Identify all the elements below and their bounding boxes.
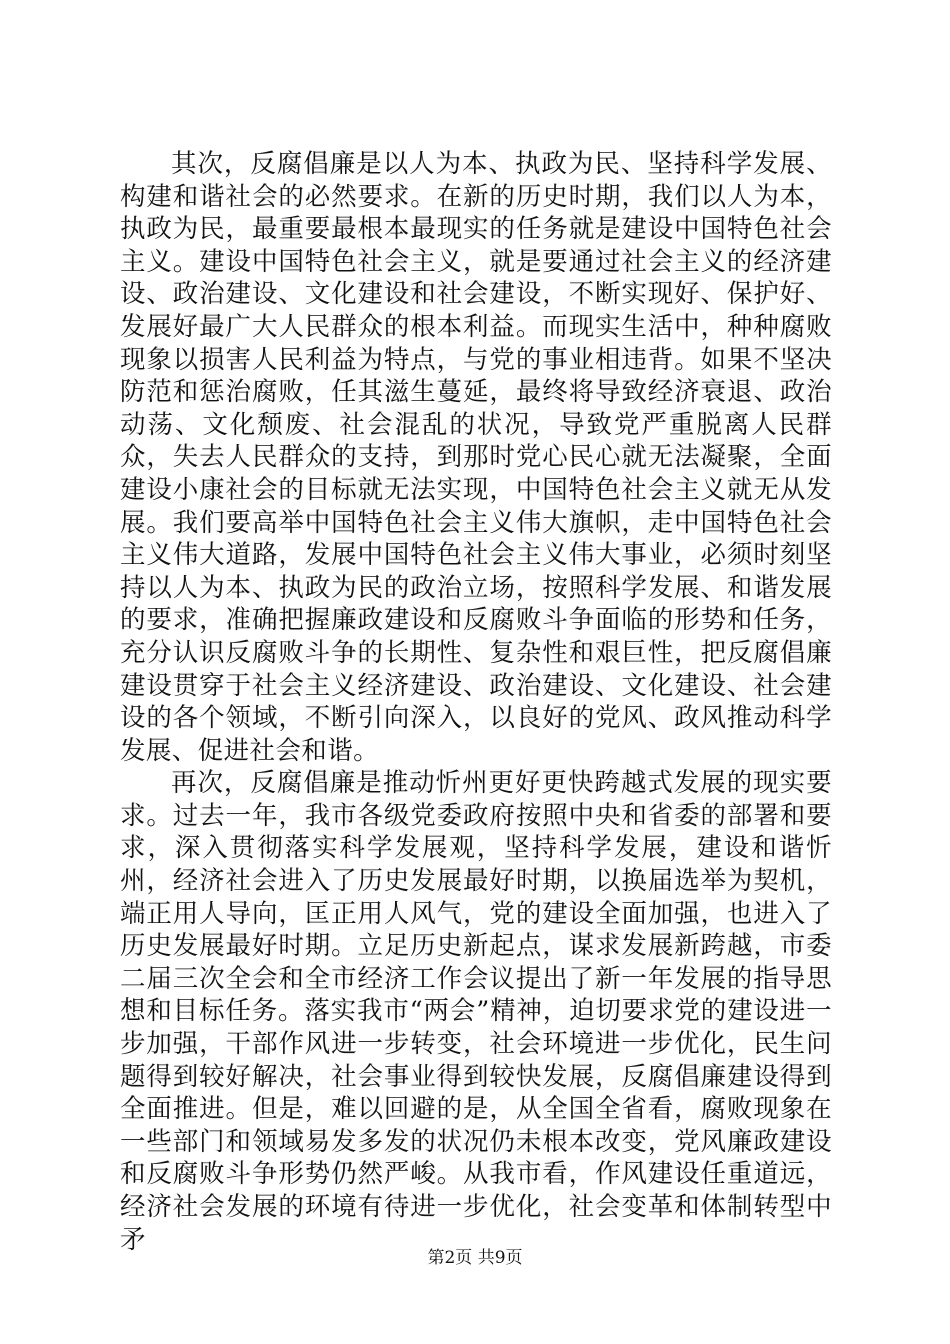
page-number-footer: 第2页 共9页 bbox=[427, 1248, 523, 1268]
paragraph-1: 其次，反腐倡廉是以人为本、执政为民、坚持科学发展、构建和谐社会的必然要求。在新的历史时期，我们以人为本，执政为民，最重要最根本最现实的任务就是建设中国特色社会主义。建设中国特色社会主义，就是要通过社会主义的经济建设、政治建设、文化建设和社会建设，不断实现好、保护好、发展好最广大人民群众的根本利益。而现实生活中，种种腐败现象以损害人民利益为特点，与党的事业相违背。如果不坚决防范和惩治腐败，任其滋生蔓延，最终将导致经济衰退、政治动荡、文化颓废、社会混乱的状况，导致党严重脱离人民群众，失去人民群众的支持，到那时党心民心就无法凝聚，全面建设小康社会的目标就无法实现，中国特色社会主义就无从发展。我们要高举中国特色社会主义伟大旗帜，走中国特色社会主义伟大道路，发展中国特色社会主义伟大事业，必须时刻坚持以人为本、执政为民的政治立场，按照科学发展、和谐发展的要求，准确把握廉政建设和反腐败斗争面临的形势和任务，充分认识反腐败斗争的长期性、复杂性和艰巨性，把反腐倡廉建设贯穿于社会主义经济建设、政治建设、文化建设、社会建设的各个领域，不断引向深入，以良好的党风、政风推动科学发展、促进社会和谐。 bbox=[120, 149, 832, 766]
paragraph-2: 再次，反腐倡廉是推动忻州更好更快跨越式发展的现实要求。过去一年，我市各级党委政府按照中央和省委的部署和要求，深入贯彻落实科学发展观，坚持科学发展，建设和谐忻州，经济社会进入了历史发展最好时期，以换届选举为契机，端正用人导向，匡正用人风气，党的建设全面加强，也进入了历史发展最好时期。立足历史新起点，谋求发展新跨越，市委二届三次全会和全市经济工作会议提出了新一年发展的指导思想和目标任务。落实我市“两会”精神，迫切要求党的建设进一步加强，干部作风进一步转变，社会环境进一步优化，民生问题得到较好解决，社会事业得到较快发展，反腐倡廉建设得到全面推进。但是，难以回避的是，从全国全省看，腐败现象在一些部门和领域易发多发的状况仍未根本改变，党风廉政建设和反腐败斗争形势仍然严峻。从我市看，作风建设任重道远，经济社会发展的环境有待进一步优化，社会变革和体制转型中矛 bbox=[120, 768, 832, 1255]
document-body bbox=[120, 148, 832, 1256]
